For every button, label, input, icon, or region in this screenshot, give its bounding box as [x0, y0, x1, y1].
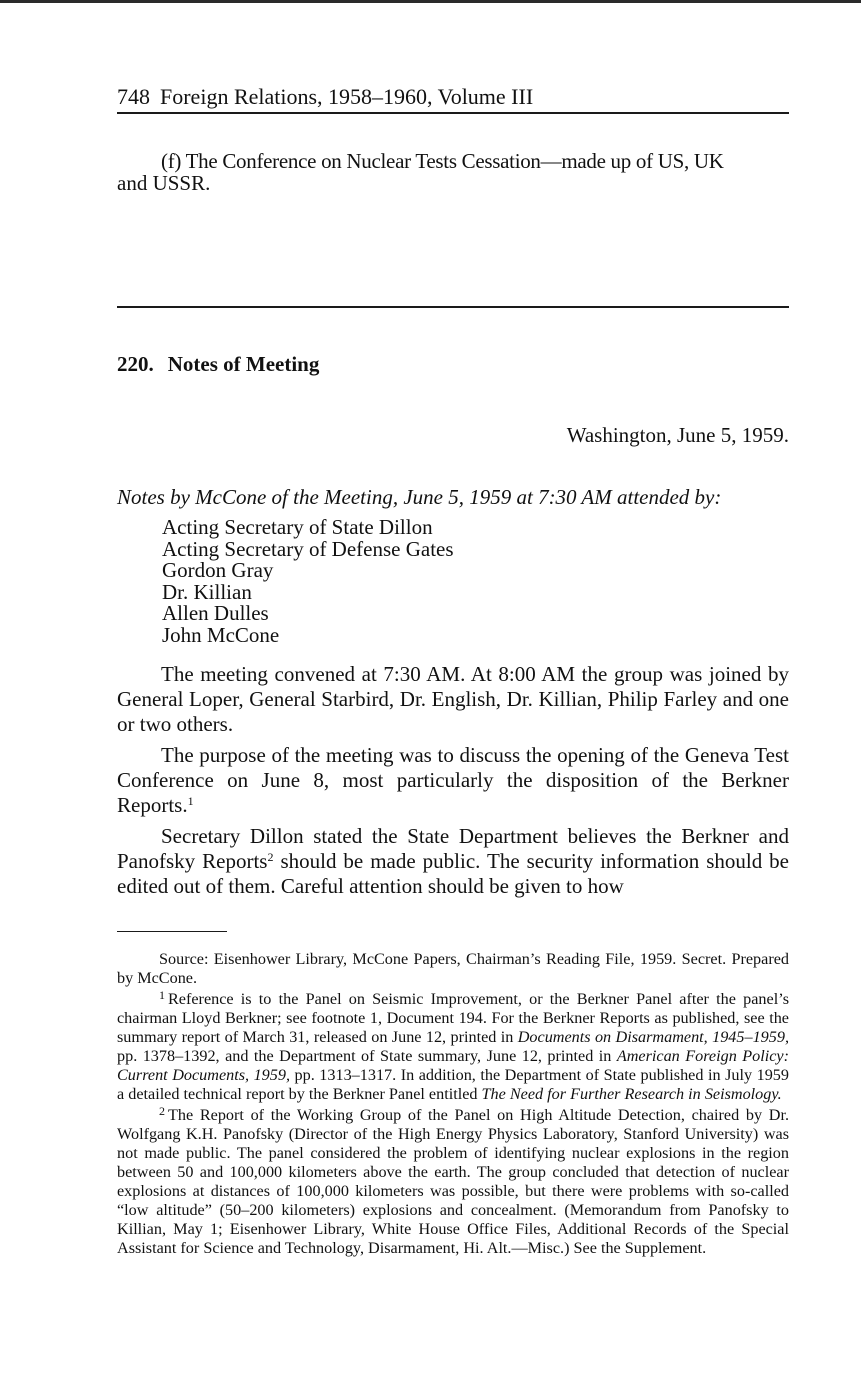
footnote-reference: 2: [267, 850, 274, 864]
document-heading: [117, 352, 319, 377]
source-note: Source: Eisenhower Library, McCone Papers, Chairman’s Reading File, 1959. Secret. Prepared by McCone.: [117, 950, 789, 987]
attendee-list: [162, 517, 454, 647]
footnote-text: pp. 1313–1317. In addition, the Department of State published in July 1959 a detailed technical report by the Berkner Panel entitled: [117, 1066, 789, 1103]
dateline: Washington, June 5, 1959.: [566, 423, 789, 447]
running-title: Foreign Relations, 1958–1960, Volume III: [160, 84, 534, 109]
attendee-item: Allen Dulles: [162, 601, 269, 626]
attendee-item: Acting Secretary of Defense Gates: [162, 536, 454, 561]
attendee-item: Dr. Killian: [162, 579, 252, 604]
footnote-reference: 1: [187, 794, 194, 808]
attendance-intro: Notes by McCone of the Meeting, June 5, 1959 at 7:30 AM attended by:: [117, 485, 722, 509]
meeting-notes-body: [117, 662, 789, 905]
paragraph-text: should be made public. The security information should be edited out of them. Careful attention should be given to how: [117, 849, 789, 898]
header-rule: [117, 112, 789, 114]
continuation-line-2: and USSR.: [117, 171, 211, 195]
document-title: Notes of Meeting: [167, 352, 320, 376]
footnote-2: [117, 1106, 789, 1258]
footnote-citation-title: Documents on Disarmament, 1945–1959,: [517, 1028, 789, 1046]
attendee-item: Acting Secretary of State Dillon: [162, 515, 433, 539]
paragraph-text: Secretary Dillon stated the State Department believes the Berkner and Panofsky Reports: [117, 824, 789, 873]
attendee-item: Gordon Gray: [162, 558, 274, 583]
footnote-mark: 2: [159, 1104, 165, 1118]
page-number: 748: [117, 84, 150, 109]
footnotes: [117, 950, 789, 1260]
footnote-text: The Report of the Working Group of the Panel on High Altitude Detection, chaired by Dr. Wolfgang K.H. Panofsky (Director of the High Energy Physics Laboratory, Stanford University) was not made public. The panel considered the problem of identifying nuclear explosions in the region between 50 and 100,000 kilometers above the earth. The group concluded that detection of nuclear explosions at distances of 100,000 kilometers was possible, but there were problems with so-called “low altitude” (50–200 kilometers) explosions and concealment. (Memorandum from Panofsky to Killian, May 1; Eisenhower Library, White House Office Files, Additional Records of the Special Assistant for Science and Technology, Disarmament, Hi. Alt.—Misc.) See the Supplement.: [117, 1106, 789, 1257]
section-divider-rule: [117, 306, 789, 308]
footnote-citation-title: The Need for Further Research in Seismology.: [481, 1085, 782, 1103]
page-top-edge: [0, 0, 861, 3]
body-paragraph: The meeting convened at 7:30 AM. At 8:00 AM the group was joined by General Loper, General Starbird, Dr. English, Dr. Killian, Philip Farley and one or two others.: [117, 662, 789, 736]
continuation-line-1: (f) The Conference on Nuclear Tests Cessation—made up of US, UK: [161, 149, 724, 173]
footnote-1: [117, 990, 789, 1104]
footnote-text: Reference is to the Panel on Seismic Improvement, or the Berkner Panel after the panel’s chairman Lloyd Berkner; see footnote 1, Document 194. For the Berkner Reports as published, see the summary report of March 31, released on June 12, printed in: [117, 990, 789, 1046]
paragraph-text: The purpose of the meeting was to discuss the opening of the Geneva Test Conference on June 8, most particularly the disposition of the Berkner Reports.: [117, 743, 789, 817]
running-header: [117, 84, 789, 110]
footnote-rule: [117, 931, 227, 932]
footnote-mark: 1: [159, 988, 165, 1002]
document-number: 220.: [117, 352, 154, 376]
footnote-text: pp. 1378–1392, and the Department of State summary, June 12, printed in: [117, 1047, 617, 1065]
body-paragraph: [117, 824, 789, 899]
footnote-citation-title: American Foreign Policy: Current Documents, 1959,: [117, 1047, 789, 1084]
previous-document-continuation: [117, 150, 789, 194]
attendee-item: John McCone: [162, 622, 280, 647]
body-paragraph: [117, 743, 789, 818]
